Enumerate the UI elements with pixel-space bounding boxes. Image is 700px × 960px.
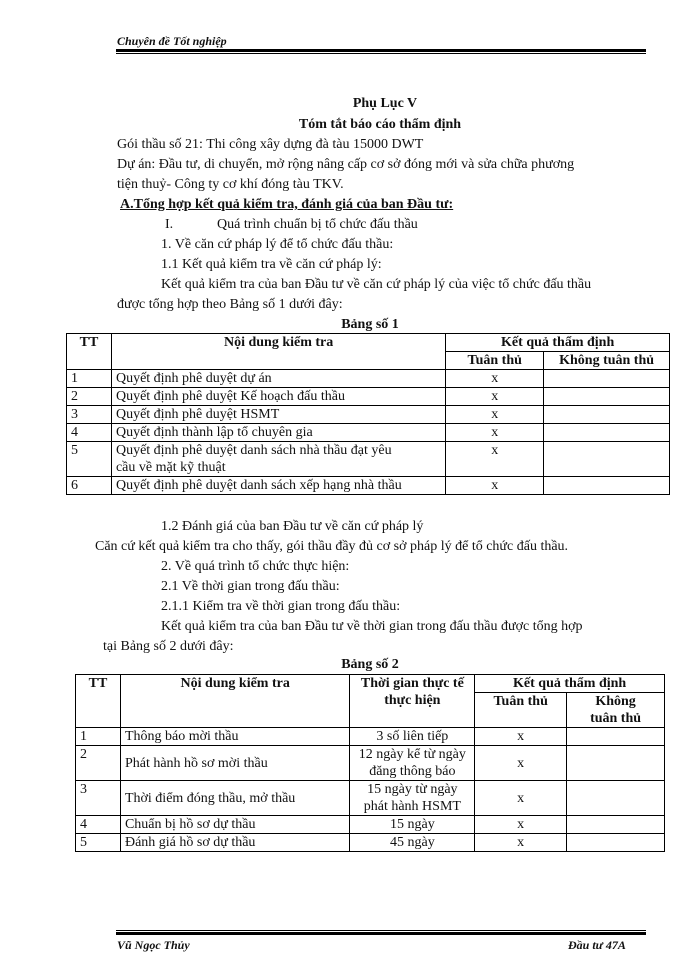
table-2-header-tt: TT: [76, 675, 121, 728]
table-cell-tt: 5: [67, 442, 112, 477]
table-1-header-tt: TT: [67, 334, 112, 370]
section-2-heading: 2. Về quá trình tổ chức thực hiện:: [161, 559, 350, 574]
table-cell-comply: x: [446, 424, 544, 442]
table-cell-comply: x: [475, 728, 567, 746]
table-cell-tt: 6: [67, 477, 112, 495]
table-cell-tt: 2: [76, 746, 121, 781]
table-cell-noncomply: [544, 424, 670, 442]
table-cell-noncomply: [567, 746, 665, 781]
table-cell-tt: 3: [76, 781, 121, 816]
table-cell-content-line-1: Quyết định phê duyệt danh sách nhà thầu đạt yêu: [115, 443, 392, 458]
table-cell-noncomply: [544, 406, 670, 424]
section-1-2-heading: 1.2 Đánh giá của ban Đầu tư về căn cứ pháp lý: [161, 519, 424, 534]
table-1-caption: Bảng số 1: [341, 317, 399, 332]
table-cell-time-line-2: phát hành HSMT: [363, 799, 461, 814]
table-cell-noncomply: [567, 834, 665, 852]
table-1-header-result: Kết quả thẩm định: [446, 334, 670, 352]
table-1-header-noncomply: Không tuân thủ: [544, 352, 670, 370]
paragraph-2: Căn cứ kết quả kiểm tra cho thấy, gói thầu đầy đủ cơ sở pháp lý để tổ chức đấu thầu.: [95, 539, 569, 554]
paragraph-1-line-2: được tổng hợp theo Bảng số 1 dưới đây:: [117, 297, 343, 312]
section-1-1-heading: 1. Về căn cứ pháp lý để tổ chức đấu thầu:: [161, 237, 394, 252]
table-row: [76, 781, 665, 816]
table-row: [76, 816, 665, 834]
table-cell-content: Thông báo mời thầu: [120, 728, 350, 746]
table-cell-content: Quyết định phê duyệt danh sách xếp hạng nhà thầu: [111, 477, 445, 495]
table-cell-time: 15 ngày: [350, 816, 475, 834]
table-row: [67, 388, 670, 406]
table-cell-content: Quyết định thành lập tổ chuyên gia: [111, 424, 445, 442]
table-cell-noncomply: [544, 388, 670, 406]
table-cell-comply: x: [446, 406, 544, 424]
table-cell-tt: 3: [67, 406, 112, 424]
table-2-header-noncomply: [567, 693, 665, 728]
table-2-caption: Bảng số 2: [341, 657, 399, 672]
footer-rule-thin: [116, 930, 646, 931]
table-1-header-comply: Tuân thủ: [446, 352, 544, 370]
section-1-heading: Quá trình chuẩn bị tổ chức đấu thầu: [217, 217, 418, 232]
package-line: Gói thầu số 21: Thi công xây dựng đà tàu 15000 DWT: [117, 137, 424, 152]
project-line-1: Dự án: Đầu tư, di chuyển, mở rộng nâng cấp cơ sở đóng mới và sửa chữa phương: [117, 157, 575, 172]
table-cell-noncomply: [544, 370, 670, 388]
table-row: [67, 424, 670, 442]
section-2-1-heading: 2.1 Về thời gian trong đấu thầu:: [161, 579, 340, 594]
table-cell-time-line-1: 12 ngày kể từ ngày: [358, 747, 466, 762]
table-row: [67, 477, 670, 495]
table-cell-content: Chuẩn bị hồ sơ dự thầu: [120, 816, 350, 834]
section-1-number: I.: [165, 217, 174, 232]
table-2-header-noncomply-line-2: tuân thủ: [590, 711, 642, 726]
running-header: Chuyên đề Tốt nghiệp: [117, 34, 227, 48]
table-2-header-content: Nội dung kiểm tra: [120, 675, 350, 728]
table-cell-content: Thời điểm đóng thầu, mở thầu: [120, 781, 350, 816]
table-2-header-time: [350, 675, 475, 728]
table-cell-noncomply: [567, 728, 665, 746]
table-cell-time: 45 ngày: [350, 834, 475, 852]
table-cell-content: Đánh giá hồ sơ dự thầu: [120, 834, 350, 852]
table-row: [67, 406, 670, 424]
table-cell-content: Phát hành hồ sơ mời thầu: [120, 746, 350, 781]
table-cell-time: [350, 746, 475, 781]
table-cell-noncomply: [567, 816, 665, 834]
table-row: [76, 728, 665, 746]
table-row: [76, 746, 665, 781]
table-2-header-time-line-1: Thời gian thực tế: [360, 676, 464, 691]
table-cell-tt: 2: [67, 388, 112, 406]
section-a-heading: A.Tổng hợp kết quả kiểm tra, đánh giá của ban Đầu tư:: [120, 197, 454, 212]
table-cell-content: [111, 442, 445, 477]
footer-rule-thick: [116, 932, 646, 935]
table-cell-time-line-2: đăng thông báo: [369, 764, 456, 779]
table-cell-comply: x: [446, 477, 544, 495]
table-cell-content: Quyết định phê duyệt Kế hoạch đấu thầu: [111, 388, 445, 406]
table-cell-content-line-2: cầu về mặt kỹ thuật: [115, 460, 226, 475]
table-1: [66, 333, 670, 495]
table-cell-tt: 1: [67, 370, 112, 388]
paragraph-3-line-1: Kết quả kiểm tra của ban Đầu tư về thời gian trong đấu thầu được tổng hợp: [161, 619, 583, 634]
report-title: Tóm tắt báo cáo thẩm định: [298, 117, 462, 132]
table-cell-comply: x: [475, 746, 567, 781]
table-1-header-content: Nội dung kiểm tra: [111, 334, 445, 370]
header-rule-thick: [116, 49, 646, 52]
table-row: [67, 370, 670, 388]
table-cell-comply: x: [446, 388, 544, 406]
appendix-title: Phụ Lục V: [352, 96, 418, 111]
header-rule-thin: [116, 53, 646, 54]
footer-author: Vũ Ngọc Thủy: [117, 938, 190, 952]
table-2-header-noncomply-line-1: Không: [595, 694, 636, 709]
table-cell-noncomply: [567, 781, 665, 816]
table-cell-tt: 5: [76, 834, 121, 852]
project-line-2: tiện thuỷ- Công ty cơ khí đóng tàu TKV.: [117, 177, 344, 192]
table-2-header-time-line-2: thực hiện: [384, 693, 441, 708]
section-1-1-1-heading: 1.1 Kết quả kiểm tra về căn cứ pháp lý:: [161, 257, 382, 272]
footer-class: Đầu tư 47A: [568, 938, 626, 952]
table-cell-time-line-1: 15 ngày từ ngày: [367, 782, 458, 797]
table-cell-time: 3 số liên tiếp: [350, 728, 475, 746]
section-2-1-1-heading: 2.1.1 Kiểm tra về thời gian trong đấu thầu:: [161, 599, 401, 614]
table-cell-content: Quyết định phê duyệt HSMT: [111, 406, 445, 424]
table-cell-time: [350, 781, 475, 816]
table-cell-noncomply: [544, 442, 670, 477]
table-2-header-comply: Tuân thủ: [475, 693, 567, 728]
table-2: [75, 674, 665, 852]
table-cell-tt: 4: [67, 424, 112, 442]
table-row: [67, 442, 670, 477]
table-cell-comply: x: [446, 442, 544, 477]
paragraph-3-line-2: tại Bảng số 2 dưới đây:: [103, 639, 234, 654]
table-cell-content: Quyết định phê duyệt dự án: [111, 370, 445, 388]
table-cell-comply: x: [475, 816, 567, 834]
table-cell-noncomply: [544, 477, 670, 495]
table-cell-comply: x: [475, 834, 567, 852]
table-cell-tt: 1: [76, 728, 121, 746]
table-2-header-result: Kết quả thẩm định: [475, 675, 665, 693]
table-cell-comply: x: [475, 781, 567, 816]
paragraph-1-line-1: Kết quả kiểm tra của ban Đầu tư về căn cứ pháp lý của việc tổ chức đấu thầu: [161, 277, 592, 292]
table-row: [76, 834, 665, 852]
table-cell-comply: x: [446, 370, 544, 388]
table-cell-tt: 4: [76, 816, 121, 834]
